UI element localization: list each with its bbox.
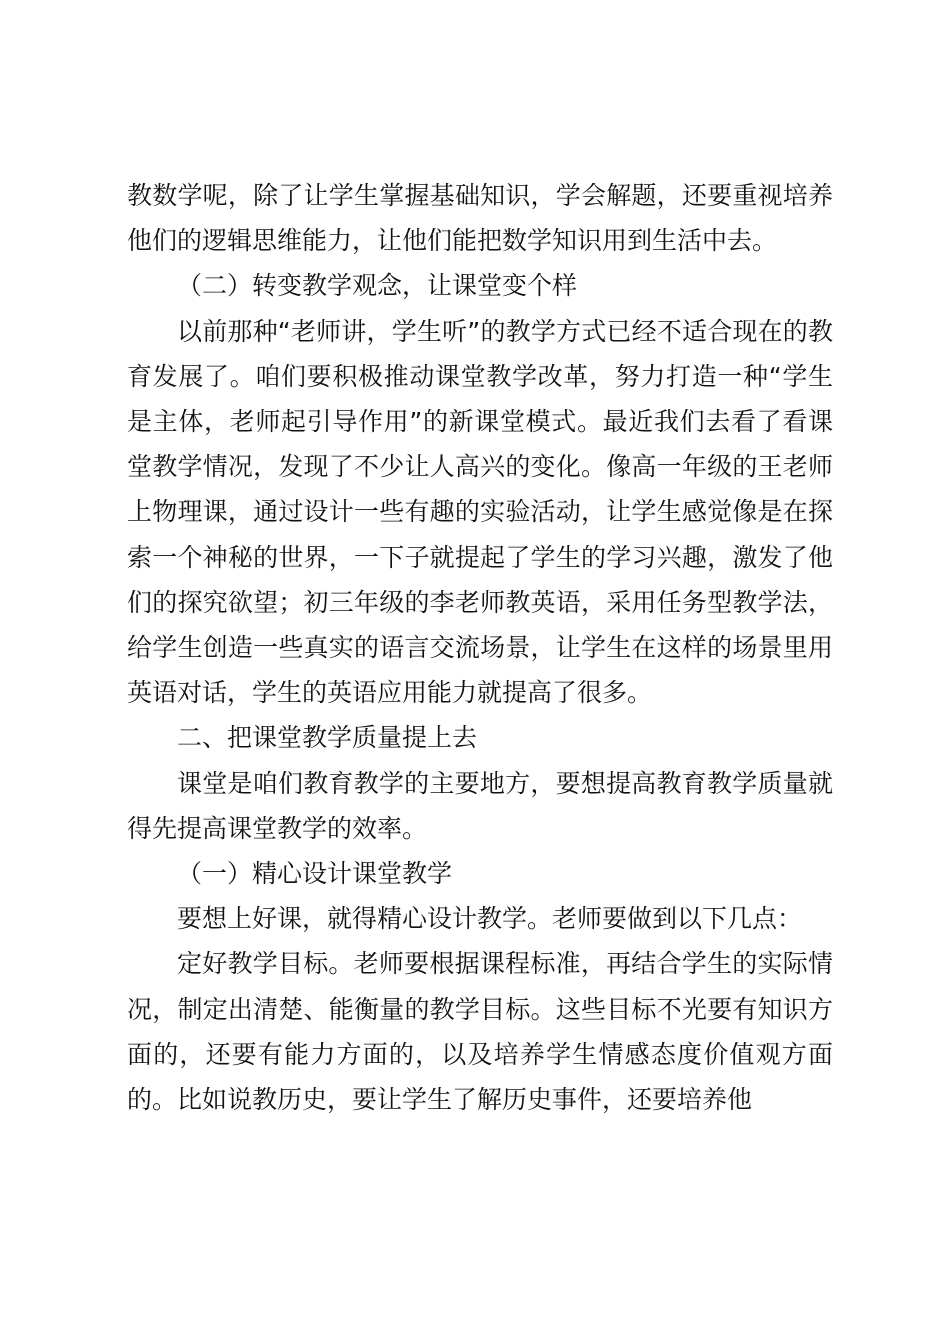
section-heading: （二）转变教学观念，让课堂变个样 <box>177 271 578 301</box>
body-paragraph: 要想上好课，就得精心设计教学。老师要做到以下几点： <box>177 904 803 934</box>
section-heading: 二、把课堂教学质量提上去 <box>177 723 478 753</box>
body-paragraph: 课堂是咱们教育教学的主要地方，要想提高教育教学质量就得先提高课堂教学的效率。 <box>127 768 833 843</box>
section-heading: （一）精心设计课堂教学 <box>177 859 453 889</box>
body-paragraph: 教数学呢，除了让学生掌握基础知识，学会解题，还要重视培养他们的逻辑思维能力，让他们能把数学知识用到生活中去。 <box>127 181 833 256</box>
body-paragraph: 定好教学目标。老师要根据课程标准，再结合学生的实际情况，制定出清楚、能衡量的教学目标。这些目标不光要有知识方面的，还要有能力方面的，以及培养学生情感态度价值观方面的。比如说教历史，要让学生了解历史事件，还要培养他 <box>127 949 833 1115</box>
body-paragraph: 以前那种“老师讲，学生听”的教学方式已经不适合现在的教育发展了。咱们要积极推动课堂教学改革，努力打造一种“学生是主体，老师起引导作用”的新课堂模式。最近我们去看了看课堂教学情况，发现了不少让人高兴的变化。像高一年级的王老师上物理课，通过设计一些有趣的实验活动，让学生感觉像是在探索一个神秘的世界，一下子就提起了学生的学习兴趣，激发了他们的探究欲望；初三年级的李老师教英语，采用任务型教学法，给学生创造一些真实的语言交流场景，让学生在这样的场景里用英语对话，学生的英语应用能力就提高了很多。 <box>127 316 833 708</box>
document-page <box>127 173 833 1122</box>
